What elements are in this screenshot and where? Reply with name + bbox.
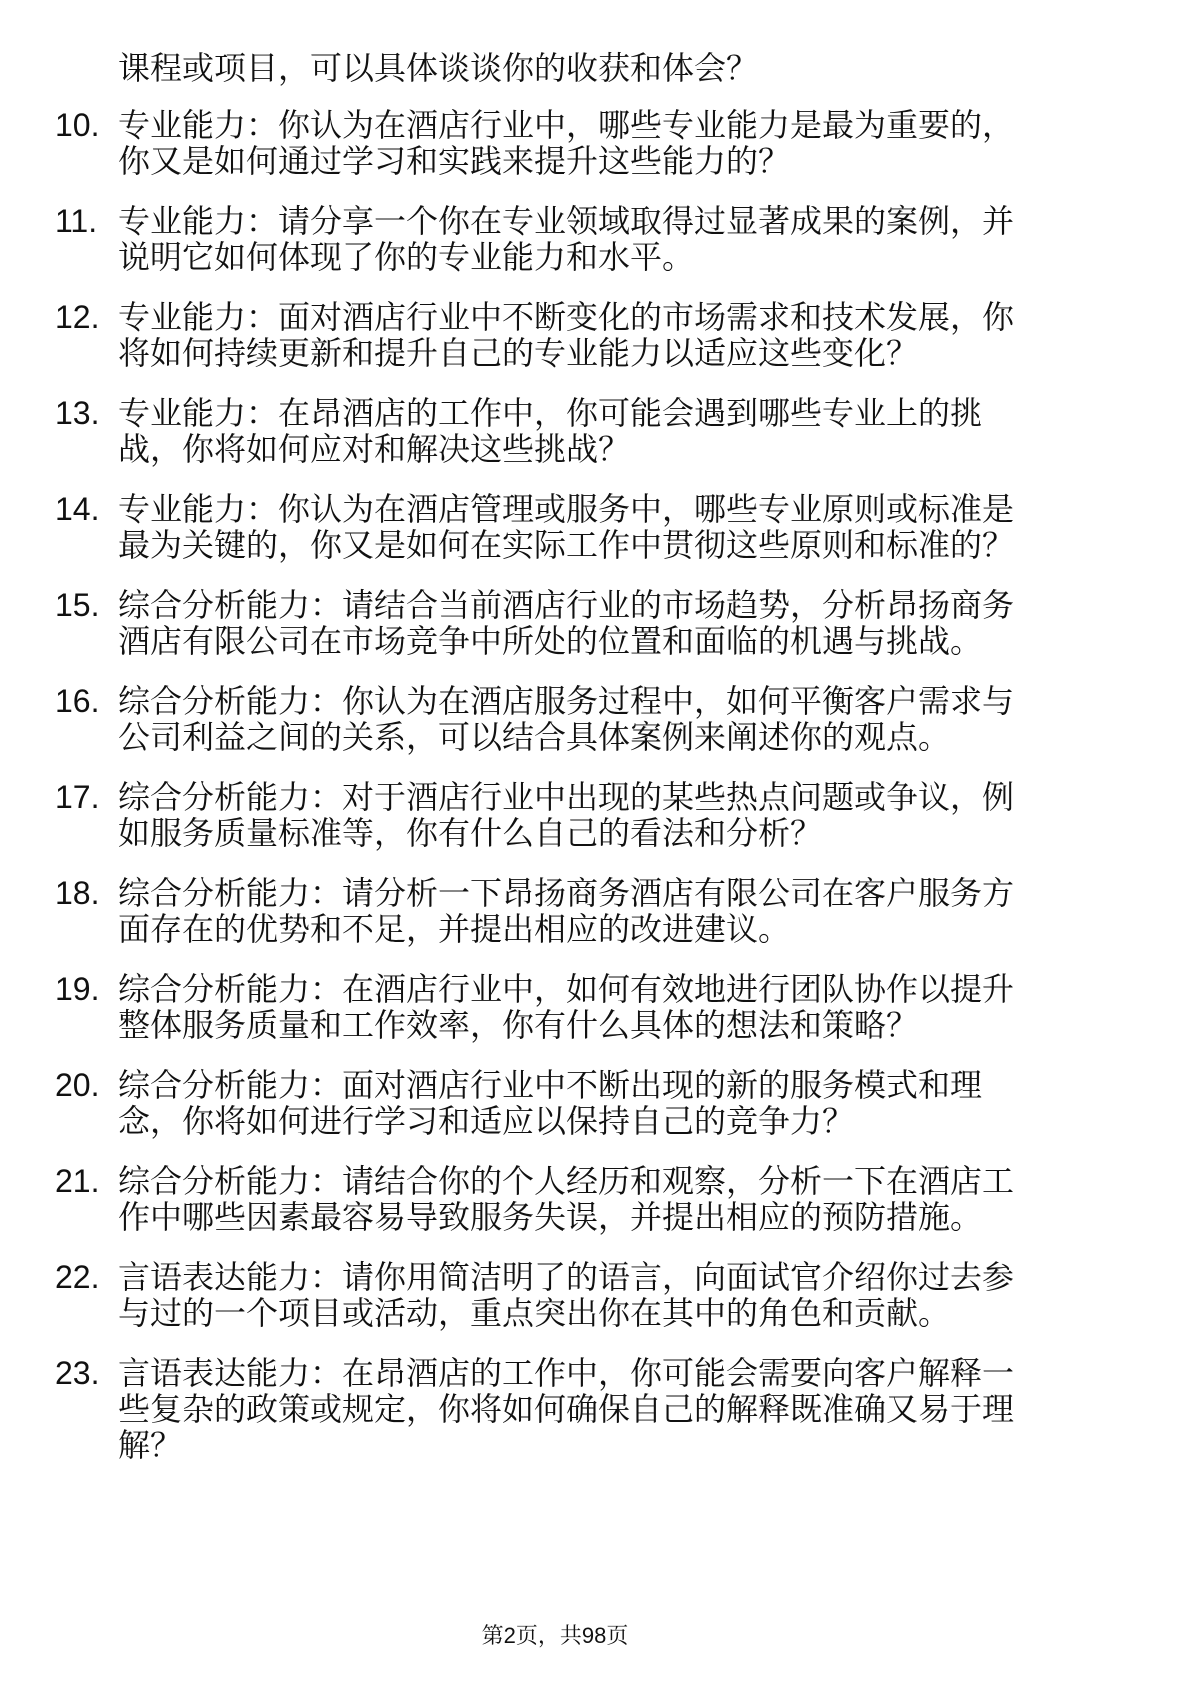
question-item (0, 1163, 1190, 1235)
question-text-line: 公司利益之间的关系，可以结合具体案例来阐述你的观点。 (118, 719, 951, 755)
question-text-line: 作中哪些因素最容易导致服务失误，并提出相应的预防措施。 (118, 1199, 983, 1235)
question-text-line: 与过的一个项目或活动，重点突出你在其中的角色和贡献。 (118, 1295, 951, 1331)
question-text-line: 专业能力：你认为在酒店行业中，哪些专业能力是最为重要的， (118, 107, 1015, 143)
question-text-line: 将如何持续更新和提升自己的专业能力以适应这些变化？ (118, 335, 919, 371)
question-text-line: 战，你将如何应对和解决这些挑战？ (118, 431, 631, 467)
question-text-line: 综合分析能力：请结合当前酒店行业的市场趋势，分析昂扬商务 (118, 587, 1015, 623)
question-number: 18. (55, 875, 100, 911)
question-number: 20. (55, 1067, 100, 1103)
question-text-line: 综合分析能力：请分析一下昂扬商务酒店有限公司在客户服务方 (118, 875, 1015, 911)
question-number: 10. (55, 107, 100, 143)
question-number: 23. (55, 1355, 100, 1391)
question-item (0, 203, 1190, 275)
question-number: 19. (55, 971, 100, 1007)
question-number: 16. (55, 683, 100, 719)
question-text-line: 面存在的优势和不足，并提出相应的改进建议。 (118, 911, 791, 947)
question-text-line: 综合分析能力：在酒店行业中，如何有效地进行团队协作以提升 (118, 971, 1015, 1007)
question-number: 21. (55, 1163, 100, 1199)
question-text-line: 专业能力：请分享一个你在专业领域取得过显著成果的案例，并 (118, 203, 1015, 239)
question-number: 15. (55, 587, 100, 623)
page-footer (0, 1621, 1110, 1651)
question-number: 11. (55, 203, 98, 239)
question-number: 22. (55, 1259, 100, 1295)
question-item (0, 299, 1190, 371)
question-text-line: 最为关键的，你又是如何在实际工作中贯彻这些原则和标准的？ (118, 527, 1015, 563)
question-item (0, 1067, 1190, 1139)
question-number: 17. (55, 779, 100, 815)
question-text-line: 专业能力：你认为在酒店管理或服务中，哪些专业原则或标准是 (118, 491, 1015, 527)
question-item (0, 1355, 1190, 1463)
question-text-line: 综合分析能力：面对酒店行业中不断出现的新的服务模式和理 (118, 1067, 983, 1103)
question-list (0, 50, 1190, 1487)
question-text-line: 整体服务质量和工作效率，你有什么具体的想法和策略？ (118, 1007, 919, 1043)
question-item (0, 875, 1190, 947)
question-text-line: 解？ (118, 1427, 183, 1463)
question-item (0, 395, 1190, 467)
question-text-line: 综合分析能力：对于酒店行业中出现的某些热点问题或争议，例 (118, 779, 1015, 815)
question-text-line: 酒店有限公司在市场竞争中所处的位置和面临的机遇与挑战。 (118, 623, 983, 659)
question-text-line: 言语表达能力：在昂酒店的工作中，你可能会需要向客户解释一 (118, 1355, 1015, 1391)
question-text-line: 专业能力：面对酒店行业中不断变化的市场需求和技术发展，你 (118, 299, 1015, 335)
question-item (0, 971, 1190, 1043)
question-text-line: 念，你将如何进行学习和适应以保持自己的竞争力？ (118, 1103, 855, 1139)
question-number: 12. (55, 299, 100, 335)
question-item (0, 1259, 1190, 1331)
question-text-line: 综合分析能力：你认为在酒店服务过程中，如何平衡客户需求与 (118, 683, 1015, 719)
question-text-line: 说明它如何体现了你的专业能力和水平。 (118, 239, 695, 275)
question-text-continuation: 课程或项目，可以具体谈谈你的收获和体会？ (118, 50, 759, 86)
question-text-line: 综合分析能力：请结合你的个人经历和观察，分析一下在酒店工 (118, 1163, 1015, 1199)
question-item (0, 779, 1190, 851)
page-number: 第2页，共98页 (481, 1623, 629, 1648)
question-number: 14. (55, 491, 100, 527)
question-text-line: 你又是如何通过学习和实践来提升这些能力的？ (118, 143, 791, 179)
question-text-line: 言语表达能力：请你用简洁明了的语言，向面试官介绍你过去参 (118, 1259, 1015, 1295)
question-text-line: 专业能力：在昂酒店的工作中，你可能会遇到哪些专业上的挑 (118, 395, 983, 431)
question-item (0, 683, 1190, 755)
question-item (0, 107, 1190, 179)
question-number: 13. (55, 395, 100, 431)
question-text-line: 如服务质量标准等，你有什么自己的看法和分析？ (118, 815, 823, 851)
question-item (0, 491, 1190, 563)
question-text-line: 些复杂的政策或规定，你将如何确保自己的解释既准确又易于理 (118, 1391, 1015, 1427)
question-item (0, 587, 1190, 659)
